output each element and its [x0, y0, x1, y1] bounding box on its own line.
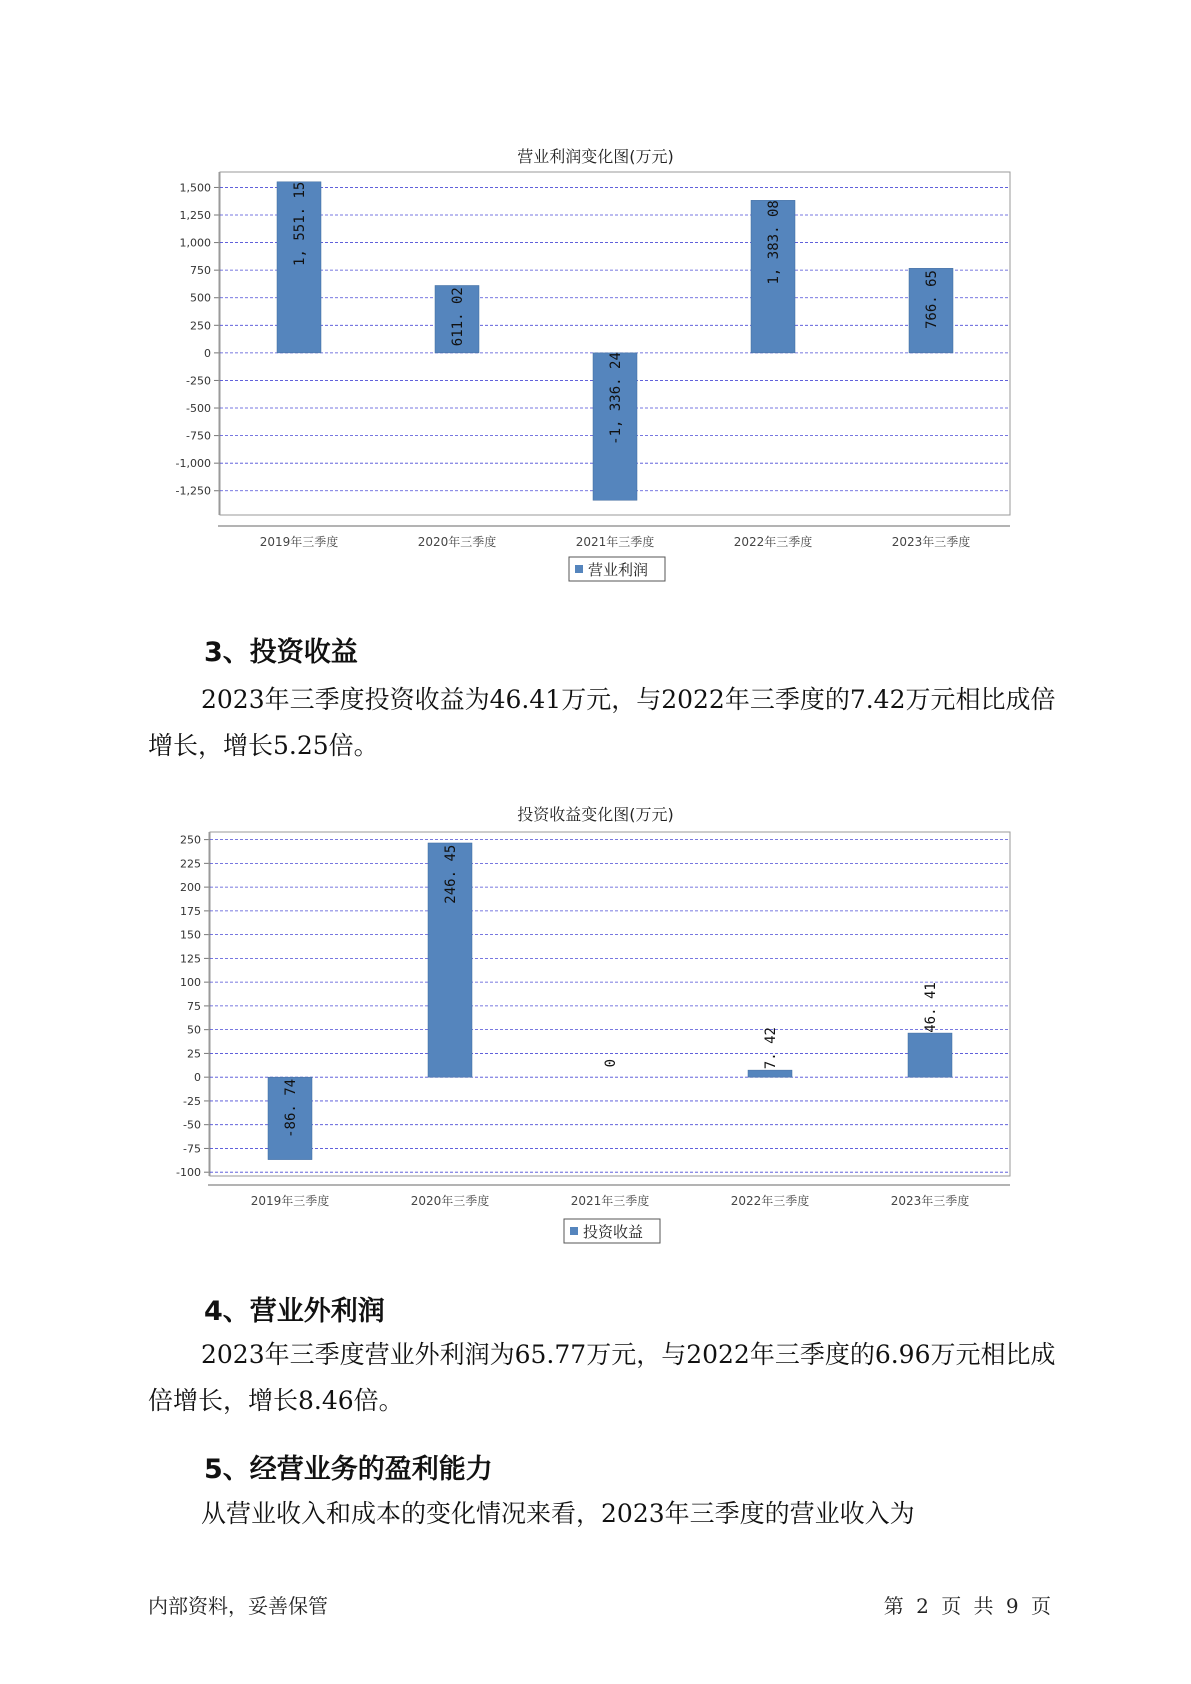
y-tick-label: 500	[190, 291, 211, 305]
x-tick-label: 2019年三季度	[250, 1194, 330, 1208]
y-tick-label: 0	[194, 1071, 201, 1085]
operating-profit-chart	[0, 170, 1191, 590]
y-tick-label: -50	[183, 1118, 201, 1132]
paragraph-profitability: 从营业收入和成本的变化情况来看，2023年三季度的营业收入为	[201, 1499, 915, 1528]
y-tick-label: -1,250	[175, 484, 211, 498]
y-tick-label: 75	[187, 999, 201, 1013]
x-tick-label: 2021年三季度	[570, 1194, 650, 1208]
data-label: 246. 45	[443, 844, 459, 904]
y-tick-label: -75	[183, 1142, 201, 1156]
legend-label: 营业利润	[588, 561, 649, 579]
y-tick-label: 50	[187, 1023, 201, 1037]
y-tick-label: -500	[186, 402, 211, 416]
x-tick-label: 2023年三季度	[890, 1194, 970, 1208]
y-tick-label: -100	[176, 1166, 201, 1180]
y-tick-label: 150	[180, 928, 201, 942]
y-tick-label: 200	[180, 881, 201, 895]
y-tick-label: -1,000	[175, 457, 211, 471]
bar	[908, 1033, 952, 1077]
x-tick-label: 2022年三季度	[730, 1194, 810, 1208]
x-tick-label: 2020年三季度	[410, 1194, 490, 1208]
footer-confidential-note: 内部资料，妥善保管	[148, 1594, 328, 1618]
data-label: 46. 41	[923, 982, 939, 1033]
data-label: 0	[603, 1058, 619, 1068]
paragraph-investment-income: 2023年三季度投资收益为46.41万元，与2022年三季度的7.42万元相比成倍增长，增长5.25倍。	[148, 685, 1056, 760]
legend-label: 投资收益	[583, 1223, 644, 1241]
y-tick-label: 125	[180, 952, 201, 966]
data-label: -1, 336. 24	[608, 352, 624, 445]
chart-title-investment-income: 投资收益变化图(万元)	[517, 805, 674, 824]
y-tick-label: 1,500	[179, 181, 211, 195]
y-tick-label: 25	[187, 1047, 201, 1061]
x-tick-label: 2023年三季度	[891, 535, 971, 549]
x-tick-label: 2022年三季度	[733, 535, 813, 549]
y-tick-label: 175	[180, 904, 201, 918]
chart-title-operating-profit: 营业利润变化图(万元)	[517, 147, 674, 166]
y-tick-label: -250	[186, 374, 211, 388]
heading-non-operating-profit: 4、营业外利润	[204, 1296, 385, 1327]
data-label: -86. 74	[283, 1078, 299, 1138]
footer-page-number: 第 2 页 共 9 页	[883, 1594, 1051, 1618]
x-tick-label: 2021年三季度	[575, 535, 655, 549]
bar	[748, 1070, 792, 1077]
x-tick-label: 2020年三季度	[417, 535, 497, 549]
y-tick-label: 100	[180, 976, 201, 990]
data-label: 766. 65	[924, 270, 940, 330]
y-tick-label: -25	[183, 1094, 201, 1108]
y-tick-label: 225	[180, 857, 201, 871]
heading-profitability: 5、经营业务的盈利能力	[204, 1454, 493, 1485]
y-tick-label: 250	[180, 833, 201, 847]
data-label: 7. 42	[763, 1027, 779, 1070]
legend-swatch	[575, 565, 583, 573]
y-tick-label: 750	[190, 264, 211, 278]
y-tick-label: 250	[190, 319, 211, 333]
investment-income-chart	[0, 828, 1191, 1248]
x-tick-label: 2019年三季度	[259, 535, 339, 549]
heading-investment-income: 3、投资收益	[204, 637, 358, 668]
data-label: 611. 02	[450, 287, 466, 347]
y-tick-label: 1,250	[179, 209, 211, 223]
data-label: 1, 551. 15	[292, 181, 308, 266]
data-label: 1, 383. 08	[766, 200, 782, 285]
y-tick-label: 0	[204, 346, 211, 360]
y-tick-label: -750	[186, 429, 211, 443]
legend-swatch	[570, 1227, 578, 1235]
paragraph-non-operating-profit: 2023年三季度营业外利润为65.77万元，与2022年三季度的6.96万元相比成倍增长，增长8.46倍。	[148, 1340, 1056, 1415]
y-tick-label: 1,000	[179, 236, 211, 250]
